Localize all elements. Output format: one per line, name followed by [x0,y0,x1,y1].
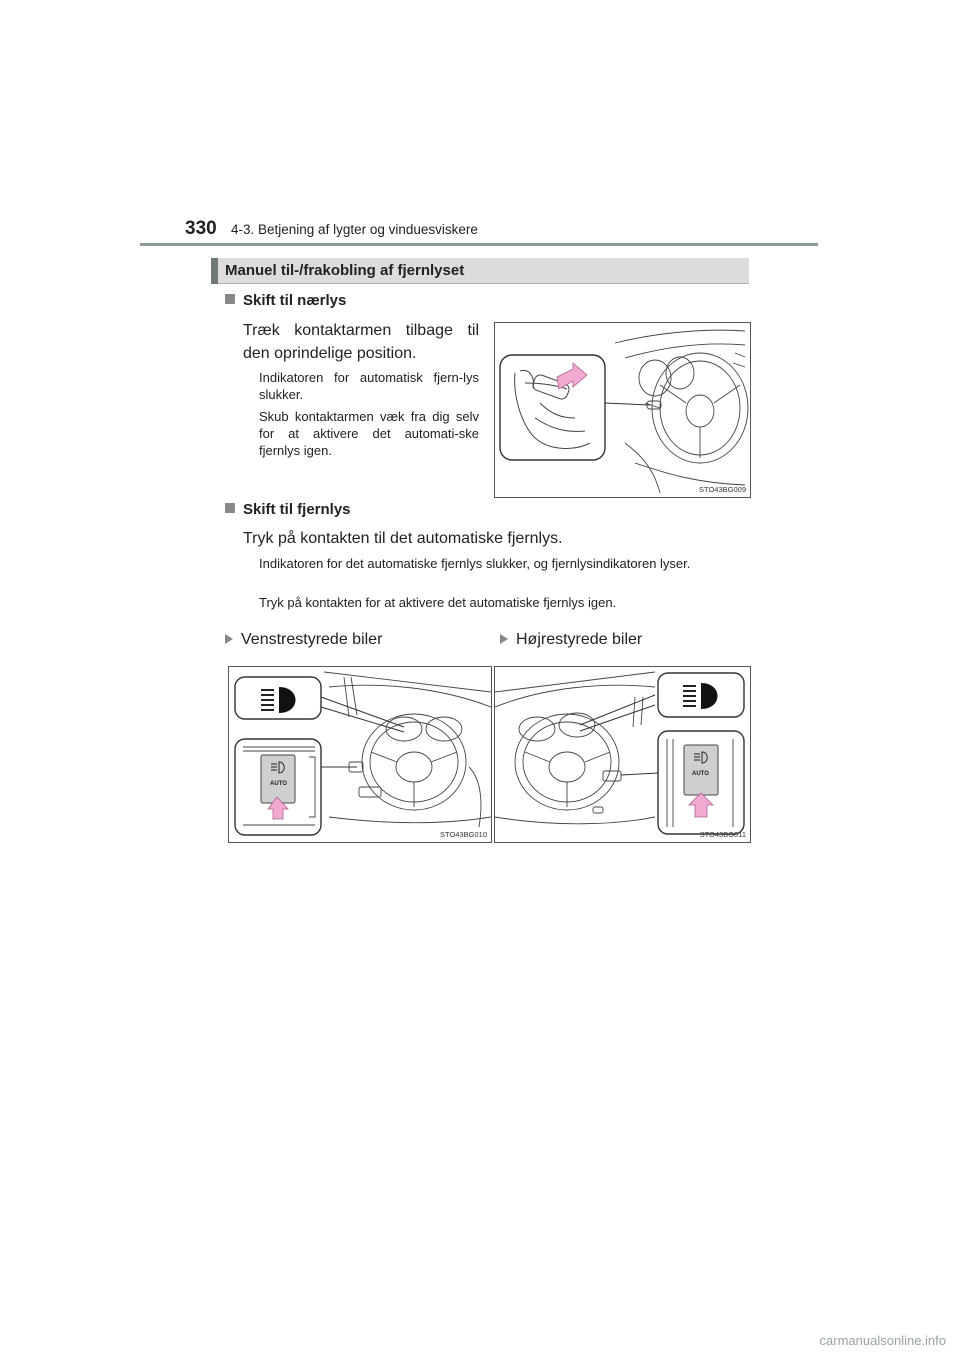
right-drive-label [500,631,642,649]
chapter-title: 4-3. Betjening af lygter og vinduesviskere [231,222,478,237]
right-drive-illustration [495,667,750,842]
item2-heading-text: Skift til fjernlys [243,501,351,518]
section-bar-stripe [211,258,218,284]
triangle-bullet-icon [500,634,508,644]
item1-body: Træk kontaktarmen tilbage til den oprindelige position. [243,322,479,362]
left-drive-illustration [229,667,491,842]
figure-right-drive-code: STO43BG011 [699,830,746,839]
square-bullet-icon [225,503,235,513]
left-drive-label [225,631,382,649]
left-auto-switch-label: AUTO [270,781,287,787]
figure-left-drive [228,666,492,843]
page-number: 330 [185,218,217,239]
stalk-illustration [495,323,750,497]
item1-heading [225,292,346,309]
item1-note1: Indikatoren for automatisk fjern-lys slukker. [259,370,479,402]
figure-stalk [494,322,751,498]
square-bullet-icon [225,294,235,304]
figure-stalk-code: STO43BG009 [699,485,746,494]
item1-note2: Skub kontaktarmen væk fra dig selv for at aktivere det automati-ske fjernlys igen. [259,409,479,458]
header-rule [140,243,818,246]
right-drive-label-text: Højrestyrede biler [516,631,643,648]
item2-note1: Indikatoren for det automatiske fjernlys slukker, og fjernlysindikatoren lyser. [259,556,691,571]
section-title: Manuel til-/frakobling af fjernlyset [225,262,465,279]
item2-note2: Tryk på kontakten for at aktivere det automatiske fjernlys igen. [259,595,617,610]
item2-body: Tryk på kontakten til det automatiske fjernlys. [243,530,563,547]
right-auto-switch-label: AUTO [692,771,709,777]
watermark: carmanualsonline.info [819,1333,946,1348]
item2-heading [225,501,351,518]
figure-right-drive [494,666,751,843]
triangle-bullet-icon [225,634,233,644]
left-drive-label-text: Venstrestyrede biler [241,631,383,648]
figure-left-drive-code: STO43BG010 [440,830,487,839]
item1-heading-text: Skift til nærlys [243,292,347,309]
